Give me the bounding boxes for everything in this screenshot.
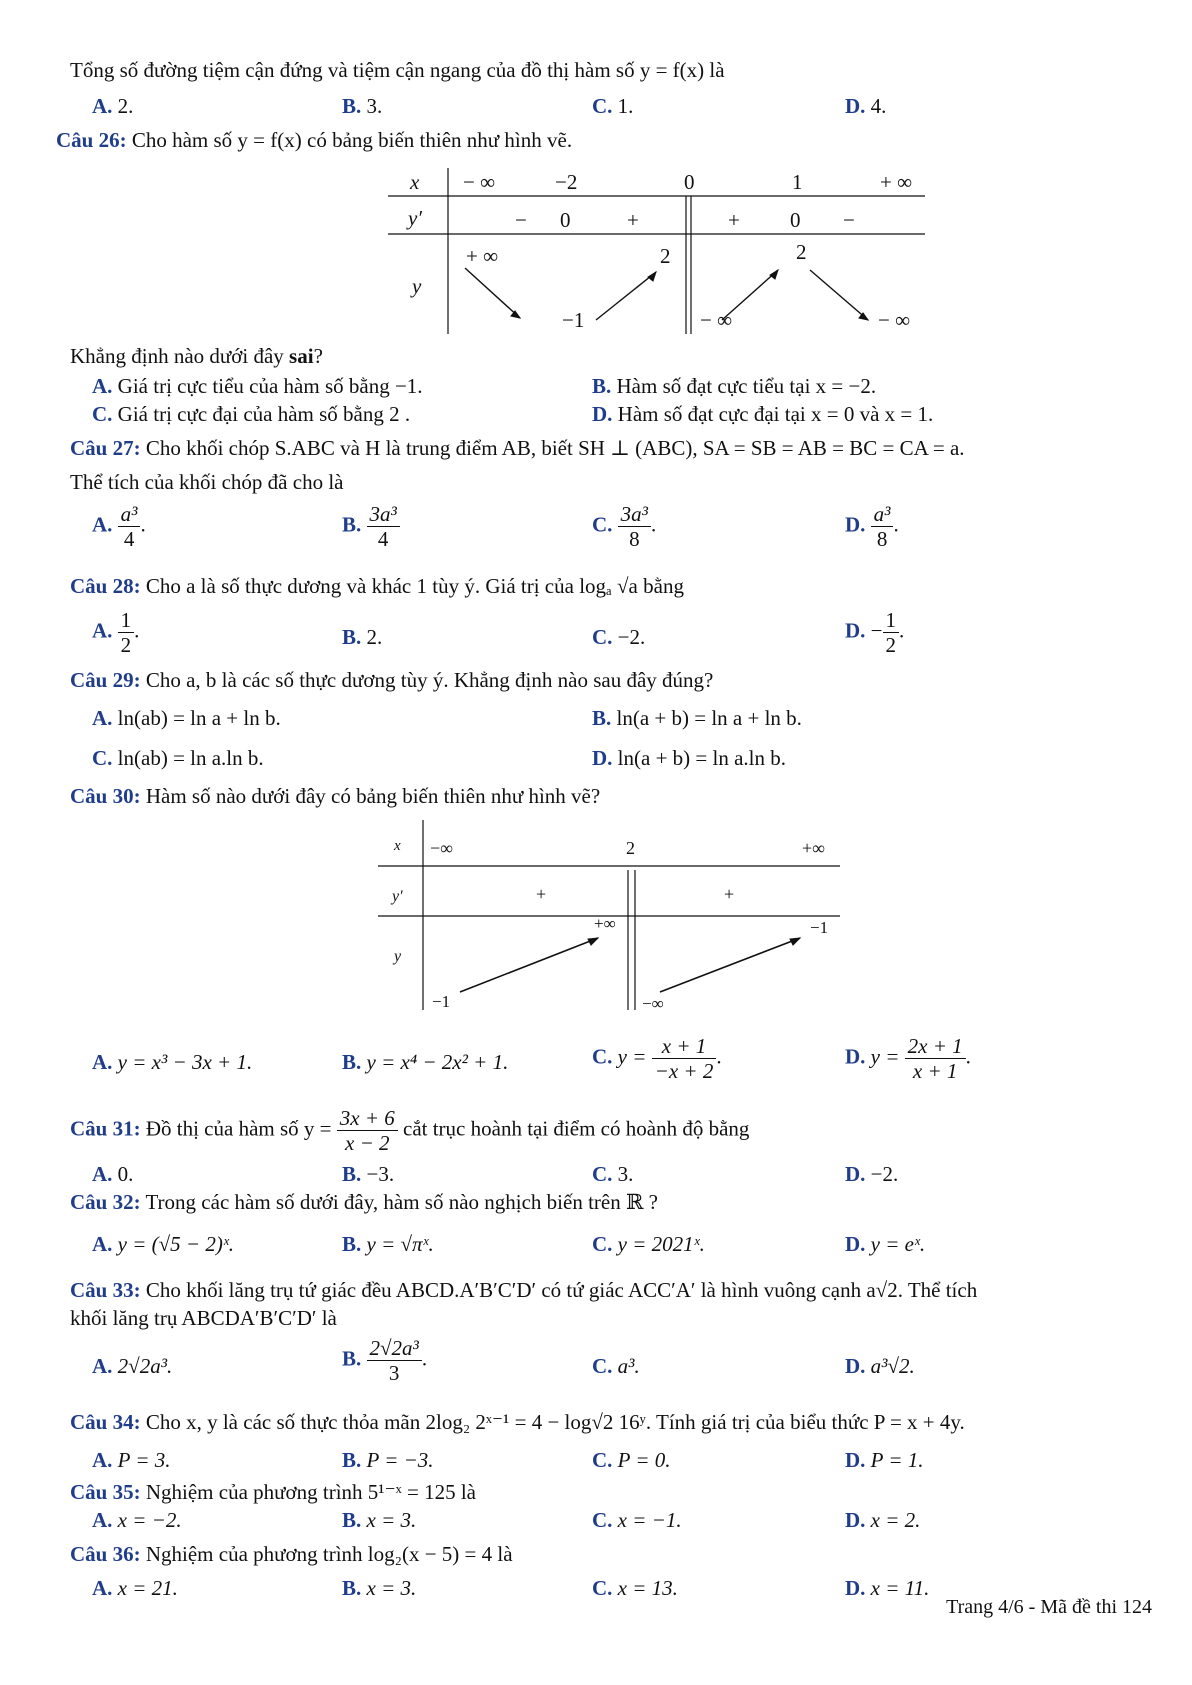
q30-y-label: y bbox=[394, 948, 402, 965]
q36-option-d: D. x = 11. bbox=[845, 1576, 930, 1600]
q30-x-val: 2 bbox=[626, 838, 635, 858]
q26-yp-val: + bbox=[627, 208, 639, 232]
q30-option-b: B. y = x⁴ − 2x² + 1. bbox=[342, 1050, 509, 1074]
q26-y-val: − ∞ bbox=[700, 308, 733, 332]
q35-option-b: B. x = 3. bbox=[342, 1508, 417, 1532]
q26-yp-val: + bbox=[728, 208, 740, 232]
q30-option-a: A. y = x³ − 3x + 1. bbox=[92, 1050, 253, 1074]
q32-option-a: A. y = (√5 − 2)ˣ. bbox=[92, 1232, 235, 1256]
q34-option-a: A. P = 3. bbox=[92, 1448, 171, 1472]
q33-option-c: C. a³. bbox=[592, 1354, 640, 1378]
q30-x-val: +∞ bbox=[802, 838, 825, 858]
q30-y-val: +∞ bbox=[594, 914, 616, 933]
q33-option-a: A. 2√2a³. bbox=[92, 1354, 173, 1378]
q36-option-a: A. x = 21. bbox=[92, 1576, 178, 1600]
q26-yp-val: 0 bbox=[560, 208, 571, 232]
q26-x-val: − ∞ bbox=[463, 170, 496, 194]
q26-yp-val: − bbox=[515, 208, 527, 232]
q31-stem: Câu 31: Đồ thị của hàm số y = $\frac{3x + 6}{x - 2}$ cắt trục hoành tại điểm có hoành độ bằng bbox=[70, 1106, 750, 1156]
q36-option-c: C. x = 13. bbox=[592, 1576, 678, 1600]
q33-option-d: D. a³√2. bbox=[845, 1354, 915, 1378]
q30-yp-label: y′ bbox=[392, 888, 403, 905]
q30-y-val: −1 bbox=[810, 918, 829, 937]
q31-option-c: C. 3. bbox=[592, 1162, 634, 1186]
q31-option-b: B. −3. bbox=[342, 1162, 395, 1186]
q26-variation-table bbox=[370, 168, 930, 340]
q36-stem: Câu 36: Nghiệm của phương trình log₂(x − 5) = 4 là bbox=[70, 1542, 513, 1566]
q30-yp-val: + bbox=[536, 884, 547, 904]
q34-option-b: B. P = −3. bbox=[342, 1448, 434, 1472]
q26-stem: Câu 26: Cho hàm số y = f(x) có bảng biến thiên như hình vẽ. bbox=[56, 128, 573, 152]
q28-option-c: C. −2. bbox=[592, 625, 646, 649]
q30-yp-val: + bbox=[724, 884, 735, 904]
q26-option-b: B. Hàm số đạt cực tiểu tại x = −2. bbox=[592, 374, 877, 398]
q26-option-a: A. Giá trị cực tiểu của hàm số bằng −1. bbox=[92, 374, 423, 398]
q26-y-val: − ∞ bbox=[878, 308, 911, 332]
q29-option-d: D. ln(a + b) = ln a.ln b. bbox=[592, 746, 786, 770]
q28-stem: Câu 28: Cho a là số thực dương và khác 1 tùy ý. Giá trị của logₐ √a bằng bbox=[70, 574, 684, 598]
q31-option-d: D. −2. bbox=[845, 1162, 899, 1186]
q26-x-val: + ∞ bbox=[880, 170, 913, 194]
q34-option-c: C. P = 0. bbox=[592, 1448, 671, 1472]
q29-option-a: A. ln(ab) = ln a + ln b. bbox=[92, 706, 281, 730]
q26-yp-val: 0 bbox=[790, 208, 801, 232]
q27-option-d: D. $\frac{\text{a³}}{8}$ . bbox=[845, 502, 899, 552]
q26-x-val: 1 bbox=[792, 170, 803, 194]
q33-stem: Câu 33: Cho khối lăng trụ tứ giác đều ABCD.A′B′C′D′ có tứ giác ACC′A′ là hình vuông cạnh a√2. Thể tích bbox=[70, 1278, 978, 1302]
q30-x-label: x bbox=[394, 838, 401, 854]
q25-option-a: A. 2. bbox=[92, 94, 134, 118]
q26-y-val: 2 bbox=[660, 244, 671, 268]
q26-x-val: −2 bbox=[555, 170, 578, 194]
q35-option-a: A. x = −2. bbox=[92, 1508, 182, 1532]
q26-yp-val: − bbox=[843, 208, 855, 232]
q35-option-c: C. x = −1. bbox=[592, 1508, 682, 1532]
q32-stem: Câu 32: Trong các hàm số dưới đây, hàm số nào nghịch biến trên ℝ ? bbox=[70, 1190, 658, 1214]
q30-y-val: −∞ bbox=[642, 994, 664, 1013]
q30-x-val: −∞ bbox=[430, 838, 453, 858]
q33-option-b: B. $\frac{\text{2√2a³}}{3}$ . bbox=[342, 1336, 428, 1386]
q27-stem-2: Thể tích của khối chóp đã cho là bbox=[70, 470, 344, 494]
q26-option-c: C. Giá trị cực đại của hàm số bằng 2 . bbox=[92, 402, 411, 426]
q32-option-d: D. y = eˣ. bbox=[845, 1232, 926, 1256]
q28-option-a: A. $\frac{1}{2}$ . bbox=[92, 608, 140, 658]
q36-option-b: B. x = 3. bbox=[342, 1576, 417, 1600]
q25-option-d: D. 4. bbox=[845, 94, 887, 118]
q30-stem: Câu 30: Hàm số nào dưới đây có bảng biến thiên như hình vẽ? bbox=[70, 784, 601, 808]
q27-option-a: A. $\frac{\text{a³}}{4}$ . bbox=[92, 502, 146, 552]
q26-ask: Khẳng định nào dưới đây sai? bbox=[70, 344, 323, 368]
q33-stem-2: khối lăng trụ ABCDA′B′C′D′ là bbox=[70, 1306, 337, 1330]
q34-option-d: D. P = 1. bbox=[845, 1448, 924, 1472]
q25-stem: Tổng số đường tiệm cận đứng và tiệm cận ngang của đồ thị hàm số y = f(x) là bbox=[70, 58, 725, 82]
q35-option-d: D. x = 2. bbox=[845, 1508, 921, 1532]
q27-option-b: B. $\frac{\text{3a³}}{4}$ bbox=[342, 502, 400, 551]
q26-y-label: y bbox=[412, 274, 422, 298]
q28-option-b: B. 2. bbox=[342, 625, 383, 649]
q34-stem: Câu 34: Cho x, y là các số thực thỏa mãn 2log₂ 2ˣ⁻¹ = 4 − log√2 16ʸ. Tính giá trị của biểu thức P = x + 4y. bbox=[70, 1410, 965, 1434]
q30-y-val: −1 bbox=[432, 992, 451, 1011]
q29-option-b: B. ln(a + b) = ln a + ln b. bbox=[592, 706, 802, 730]
q35-stem: Câu 35: Nghiệm của phương trình 5¹⁻ˣ = 125 là bbox=[70, 1480, 476, 1504]
q30-option-d: D. y = $\frac{2x + 1}{x + 1}$ . bbox=[845, 1034, 971, 1084]
q26-y-val: + ∞ bbox=[466, 244, 499, 268]
q25-option-b: B. 3. bbox=[342, 94, 383, 118]
q30-option-c: C. y = $\frac{x + 1}{-x + 2}$ . bbox=[592, 1034, 722, 1084]
q31-option-a: A. 0. bbox=[92, 1162, 134, 1186]
q27-stem: Câu 27: Cho khối chóp S.ABC và H là trung điểm AB, biết SH ⊥ (ABC), SA = SB = AB = BC = CA = a. bbox=[70, 436, 965, 460]
q29-stem: Câu 29: Cho a, b là các số thực dương tùy ý. Khẳng định nào sau đây đúng? bbox=[70, 668, 714, 692]
q26-yp-label: y′ bbox=[408, 206, 422, 230]
q25-option-c: C. 1. bbox=[592, 94, 634, 118]
q26-option-d: D. Hàm số đạt cực đại tại x = 0 và x = 1. bbox=[592, 402, 934, 426]
q26-x-val: 0 bbox=[684, 170, 695, 194]
q26-y-val: −1 bbox=[562, 308, 585, 332]
q27-option-c: C. $\frac{\text{3a³}}{8}$ . bbox=[592, 502, 657, 552]
q26-x-label: x bbox=[410, 170, 420, 194]
page-footer: Trang 4/6 - Mã đề thi 124 bbox=[946, 1596, 1152, 1618]
q28-option-d: D. − $\frac{1}{2}$ . bbox=[845, 608, 905, 658]
q32-option-c: C. y = 2021ˣ. bbox=[592, 1232, 705, 1256]
q26-y-val: 2 bbox=[796, 240, 807, 264]
q29-option-c: C. ln(ab) = ln a.ln b. bbox=[92, 746, 264, 770]
q32-option-b: B. y = √πˣ. bbox=[342, 1232, 434, 1256]
